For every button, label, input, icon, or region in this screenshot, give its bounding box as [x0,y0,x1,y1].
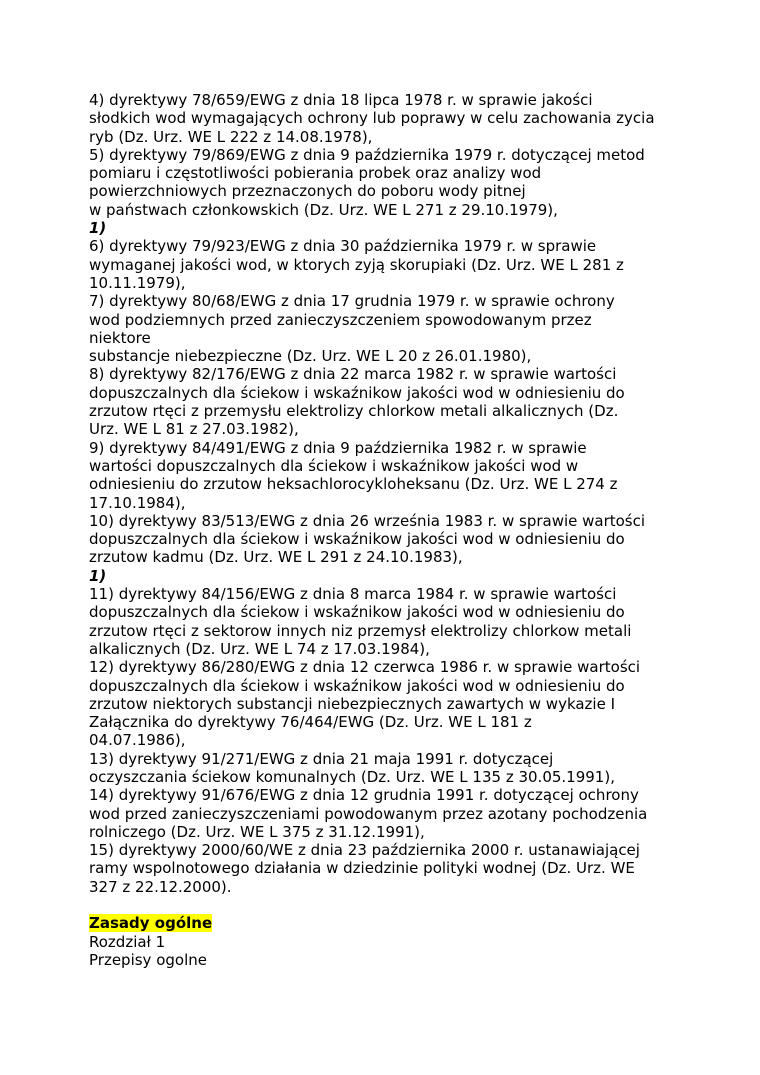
chapter-number: Rozdział 1 [89,932,166,951]
text-line: pomiaru i częstotliwości pobierania probek oraz analizy wod [89,164,542,183]
text-line: dopuszczalnych dla ściekow i wskaźnikow jakości wod w odniesieniu do [89,603,625,622]
text-line: Urz. WE L 81 z 27.03.1982), [89,420,299,439]
chapter-title: Przepisy ogolne [89,950,207,969]
text-line: odniesieniu do zrzutow heksachlorocykloheksanu (Dz. Urz. WE L 274 z [89,475,618,494]
text-line: 04.07.1986), [89,731,186,750]
text-line: ramy wspolnotowego działania w dziedzinie polityki wodnej (Dz. Urz. WE [89,859,635,878]
blank-line [89,896,689,914]
text-line: w państwach członkowskich (Dz. Urz. WE L 271 z 29.10.1979), [89,200,558,219]
text-line: 4) dyrektywy 78/659/EWG z dnia 18 lipca 1978 r. w sprawie jakości [89,91,593,109]
text-line: 14) dyrektywy 91/676/EWG z dnia 12 grudnia 1991 r. dotyczącej ochrony [89,786,639,805]
text-line: 7) dyrektywy 80/68/EWG z dnia 17 grudnia 1979 r. w sprawie ochrony [89,292,615,311]
text-line: ryb (Dz. Urz. WE L 222 z 14.08.1978), [89,127,373,146]
text-line: zrzutow niektorych substancji niebezpiecznych zawartych w wykazie I [89,694,616,713]
text-line: zrzutow rtęci z przemysłu elektrolizy chlorkow metali alkalicznych (Dz. [89,402,619,421]
text-line: 5) dyrektywy 79/869/EWG z dnia 9 października 1979 r. dotyczącej metod [89,145,645,164]
text-line: powierzchniowych przeznaczonych do poboru wody pitnej [89,182,526,201]
footnote-marker: 1) [89,566,107,585]
text-line: 12) dyrektywy 86/280/EWG z dnia 12 czerwca 1986 r. w sprawie wartości [89,658,641,677]
text-line: 17.10.1984), [89,493,186,512]
section-heading: Zasady ogólne [89,914,213,933]
text-line: 6) dyrektywy 79/923/EWG z dnia 30 października 1979 r. w sprawie [89,237,597,256]
text-line: wymaganej jakości wod, w ktorych zyją skorupiaki (Dz. Urz. WE L 281 z [89,255,624,274]
section-heading-line [89,914,689,932]
text-line: alkalicznych (Dz. Urz. WE L 74 z 17.03.1984), [89,639,430,658]
text-line: wod przed zanieczyszczeniami powodowanym przez azotany pochodzenia [89,804,648,823]
text-line: dopuszczalnych dla ściekow i wskaźnikow jakości wod w odniesieniu do [89,676,625,695]
text-line: oczyszczania ściekow komunalnych (Dz. Urz. WE L 135 z 30.05.1991), [89,767,615,786]
text-line: 10.11.1979), [89,273,186,292]
text-line: 10) dyrektywy 83/513/EWG z dnia 26 września 1983 r. w sprawie wartości [89,511,646,530]
text-line: rolniczego (Dz. Urz. WE L 375 z 31.12.1991), [89,822,425,841]
text-line: 15) dyrektywy 2000/60/WE z dnia 23 października 2000 r. ustanawiającej [89,841,640,860]
text-line: zrzutow kadmu (Dz. Urz. WE L 291 z 24.10.1983), [89,548,463,567]
footnote-marker: 1) [89,219,107,238]
text-line: zrzutow rtęci z sektorow innych niz przemysł elektrolizy chlorkow metali [89,621,632,640]
text-line: niektore [89,328,151,347]
text-line: Załącznika do dyrektywy 76/464/EWG (Dz. Urz. WE L 181 z [89,713,532,732]
text-line: substancje niebezpieczne (Dz. Urz. WE L 20 z 26.01.1980), [89,347,532,366]
document-body [89,91,689,969]
text-line: słodkich wod wymagających ochrony lub poprawy w celu zachowania zycia [89,109,655,128]
text-line: wartości dopuszczalnych dla ściekow i wskaźnikow jakości wod w [89,456,579,475]
text-line: dopuszczalnych dla ściekow i wskaźnikow jakości wod w odniesieniu do [89,530,625,549]
text-line: 13) dyrektywy 91/271/EWG z dnia 21 maja 1991 r. dotyczącej [89,749,554,768]
text-line: 9) dyrektywy 84/491/EWG z dnia 9 października 1982 r. w sprawie [89,438,587,457]
text-line: 327 z 22.12.2000). [89,877,232,896]
text-line: wod podziemnych przed zanieczyszczeniem spowodowanym przez [89,310,592,329]
text-line: 11) dyrektywy 84/156/EWG z dnia 8 marca 1984 r. w sprawie wartości [89,585,617,604]
text-line: dopuszczalnych dla ściekow i wskaźnikow jakości wod w odniesieniu do [89,383,625,402]
text-line: 8) dyrektywy 82/176/EWG z dnia 22 marca 1982 r. w sprawie wartości [89,365,617,384]
